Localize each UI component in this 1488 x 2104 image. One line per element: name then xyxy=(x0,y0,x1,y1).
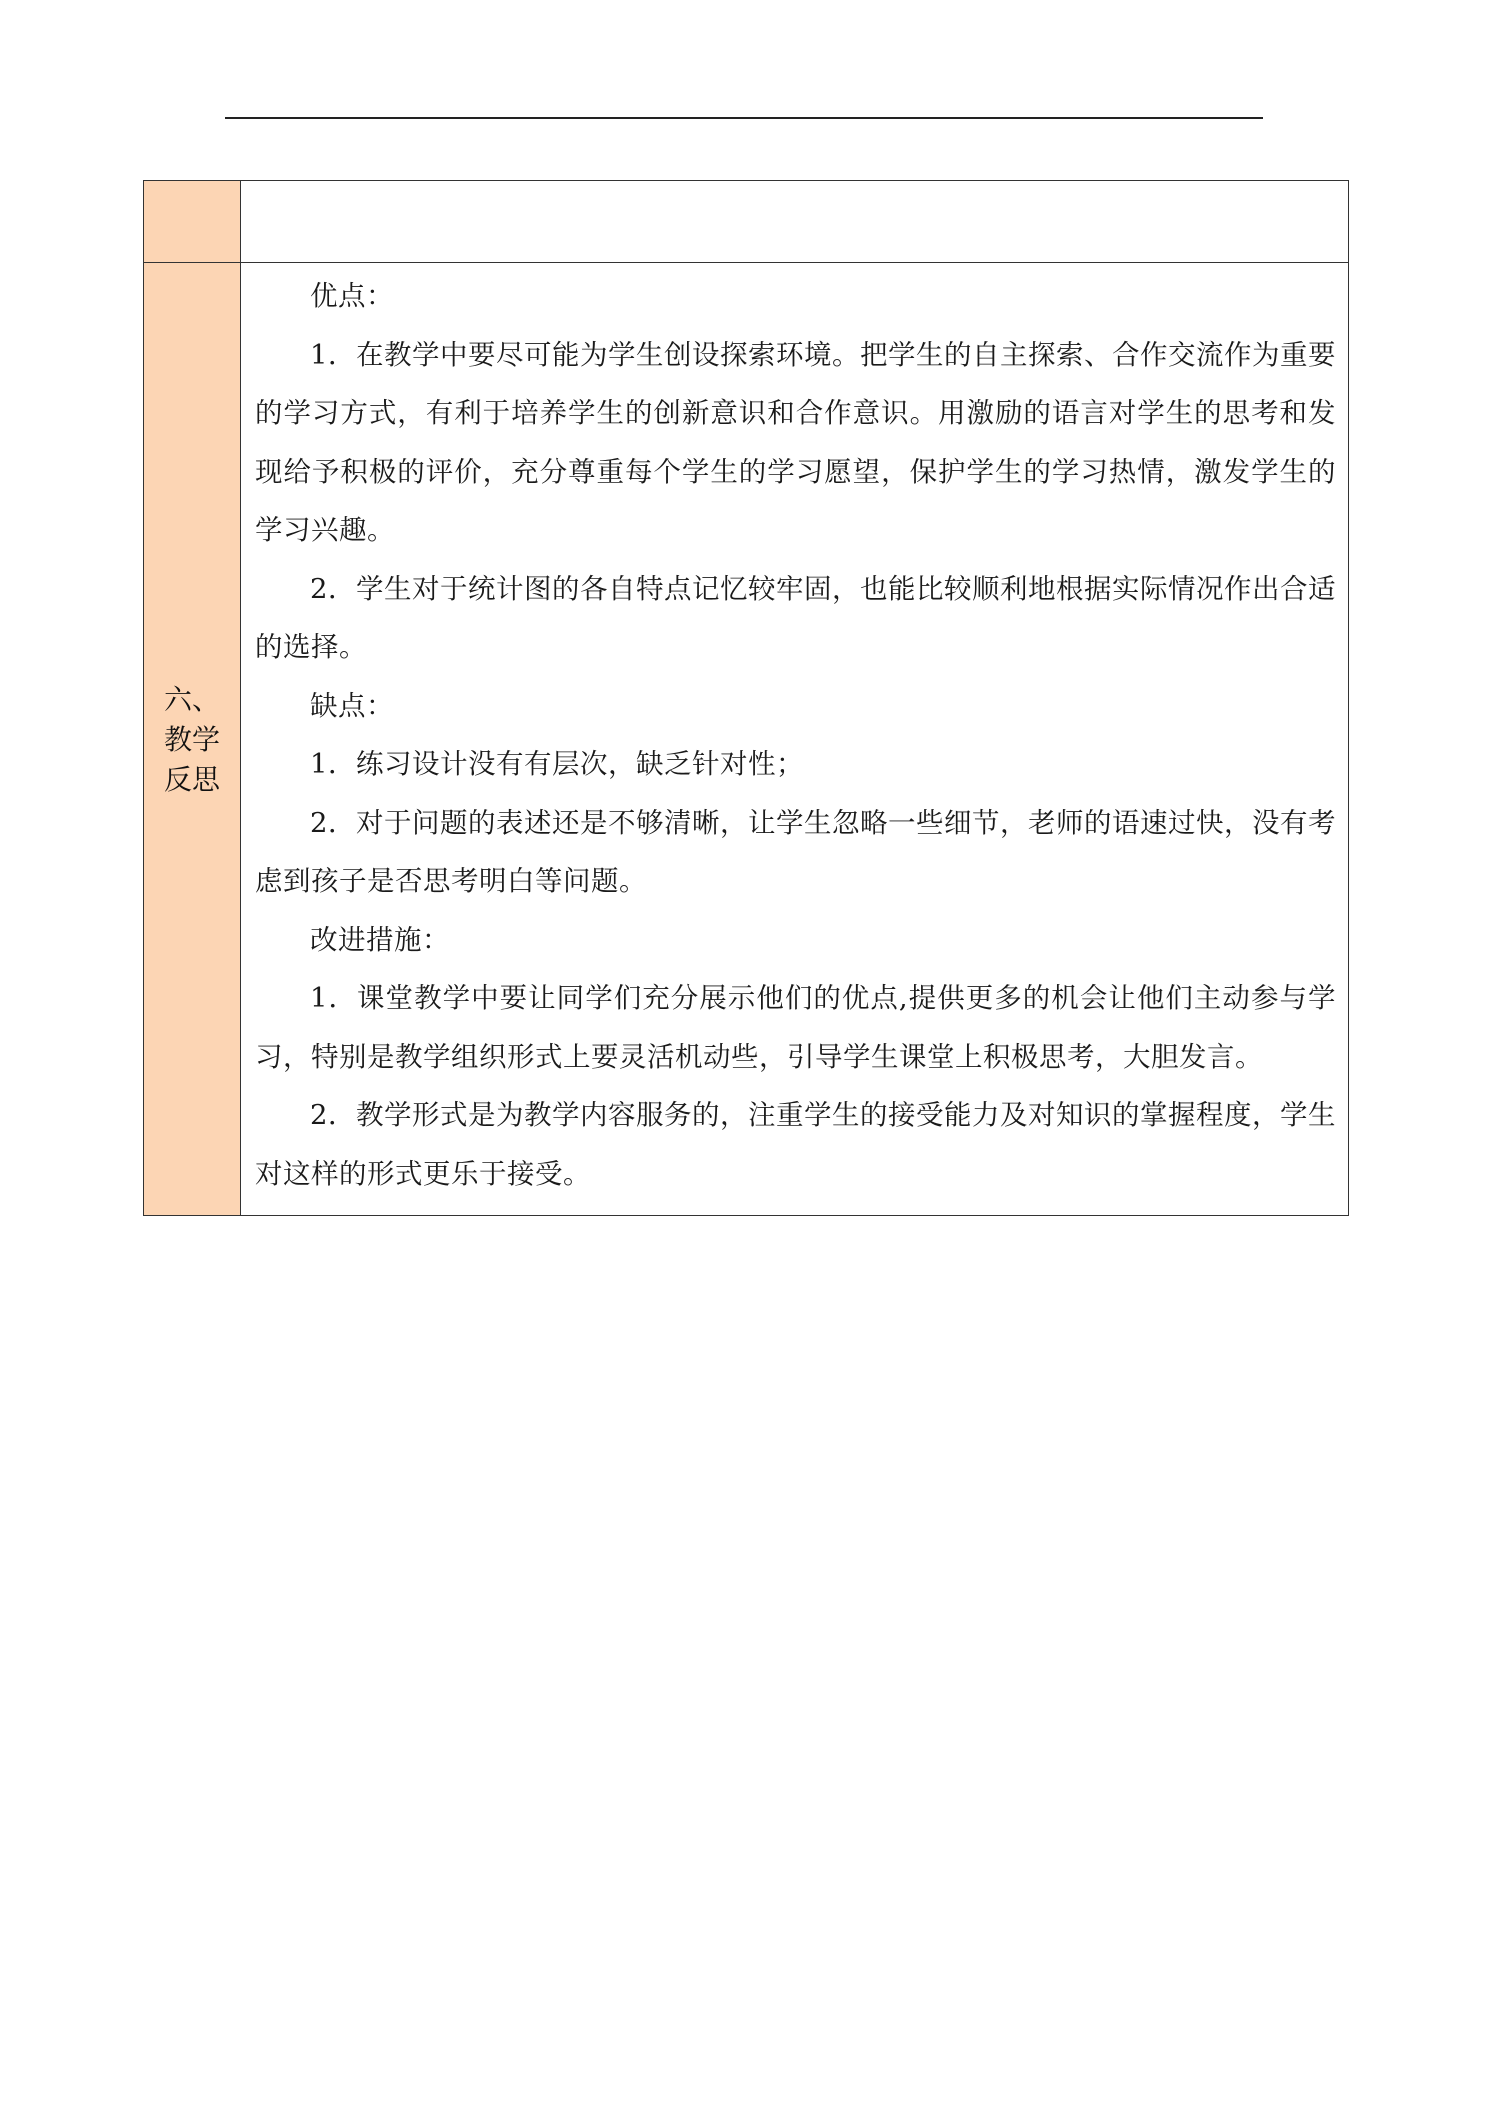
previous-section-row xyxy=(144,181,1349,263)
section-label-line2: 教学 xyxy=(163,723,220,756)
reflection-content-cell xyxy=(241,263,1349,1216)
weakness-item-1: 1．练习设计没有有层次，缺乏针对性； xyxy=(310,748,804,780)
section-label-cell xyxy=(144,263,241,1216)
section-label-line3: 反思 xyxy=(163,763,220,796)
previous-section-label-cell xyxy=(144,181,241,263)
strength-item-1: 1．在教学中要尽可能为学生创设探索环境。把学生的自主探索、合作交流作为重要的学习方式，有利于培养学生的创新意识和合作意识。用激励的语言对学生的思考和发现给予积极的评价，充分尊重每个学生的学习愿望，保护学生的学习热情，激发学生的学习兴趣。 xyxy=(255,338,1336,546)
strengths-heading: 优点： xyxy=(310,280,394,312)
section-label-line1: 六、 xyxy=(163,683,220,716)
previous-section-content-cell xyxy=(241,181,1349,263)
header-rule xyxy=(225,117,1263,119)
improvement-item-1: 1．课堂教学中要让同学们充分展示他们的优点,提供更多的机会让他们主动参与学习，特别是教学组织形式上要灵活机动些，引导学生课堂上积极思考，大胆发言。 xyxy=(255,982,1336,1073)
weaknesses-heading: 缺点： xyxy=(310,689,394,722)
improvements-heading: 改进措施： xyxy=(310,923,450,956)
reflection-table xyxy=(143,180,1349,1216)
weakness-item-2: 2．对于问题的表述还是不够清晰，让学生忽略一些细节，老师的语速过快，没有考虑到孩子是否思考明白等问题。 xyxy=(255,806,1336,897)
strength-item-2: 2．学生对于统计图的各自特点记忆较牢固，也能比较顺利地根据实际情况作出合适的选择。 xyxy=(255,572,1336,663)
improvement-item-2: 2．教学形式是为教学内容服务的，注重学生的接受能力及对知识的掌握程度，学生对这样的形式更乐于接受。 xyxy=(255,1099,1336,1190)
teaching-reflection-row xyxy=(144,263,1349,1216)
